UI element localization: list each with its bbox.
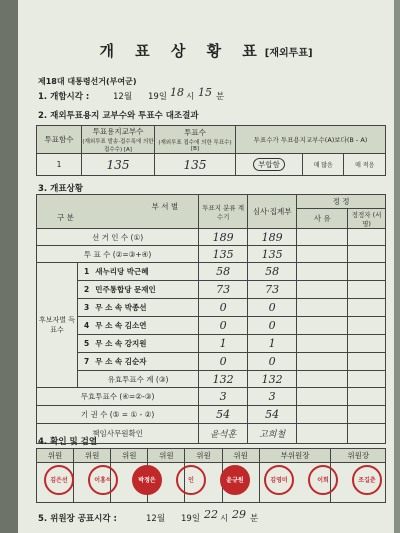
candidate-3-counter: 0: [199, 299, 248, 317]
candidate-group-label: 후보자별 득표수: [37, 263, 78, 388]
section-3-label: 3. 개표상황: [38, 184, 83, 194]
row-invalid-label: 무효투표수 (④=②-③): [37, 388, 199, 406]
seal-stamp-icon: 이희: [308, 465, 338, 495]
title-suffix: [재외투표]: [264, 48, 313, 59]
th-compare: 투표수가 투표용지교부수(A)보다(B - A): [236, 126, 386, 154]
signer-title: 위원장: [331, 449, 386, 463]
candidate-row: 1 새누리당 박근혜: [78, 263, 199, 281]
th-counter: 투표지 분류 계수기: [199, 195, 248, 229]
valid-check: 132: [248, 371, 297, 388]
signer-title: 위원: [222, 449, 259, 463]
candidate-2-check: 73: [248, 281, 297, 299]
section-5-label: 5. 위원장 공표시각 :: [38, 514, 117, 524]
more-cell: 매 많음: [302, 154, 343, 176]
announce-minute-unit: 분: [250, 514, 259, 524]
th-correction: 정 정: [297, 195, 386, 209]
signer-title: 위원: [37, 449, 74, 463]
confirm-signature-2: 고희철: [248, 424, 297, 444]
candidate-5-counter: 1: [199, 335, 248, 353]
match-cell: [236, 154, 303, 176]
invalid-counter: 3: [199, 388, 248, 406]
candidate-7-counter: 0: [199, 353, 248, 371]
section-4-label: 4. 확인 및 검열: [38, 437, 98, 447]
candidate-1-check: 58: [248, 263, 297, 281]
candidate-row: 4 무 소 속 김소연: [78, 317, 199, 335]
candidate-row: 5 무 소 속 강지원: [78, 335, 199, 353]
signer-title: 위원: [185, 449, 222, 463]
th-issued: 투표용지교부수 (재외투표 발송·접수록에 의한 접수수) [A]: [82, 127, 154, 153]
row-confirm-label: 책임사무원확인: [37, 424, 199, 444]
candidate-row: 7 무 소 속 김순자: [78, 353, 199, 371]
open-minute: 15: [198, 86, 212, 99]
background-shadow: [0, 0, 18, 533]
section-2-label: 2. 재외투표용지 교부수와 투표수 대조결과: [38, 111, 199, 121]
th-signer: 정정자 (서 명): [348, 209, 386, 229]
signer-title: 위원: [74, 449, 111, 463]
valid-counter: 132: [199, 371, 248, 388]
seal-stamp-icon: 인: [176, 465, 206, 495]
signer-title: 위원: [148, 449, 185, 463]
candidate-3-check: 0: [248, 299, 297, 317]
th-check: 심사·집계부: [248, 195, 297, 229]
invalid-check: 3: [248, 388, 297, 406]
seal-stamp-icon: 김은선: [44, 465, 74, 495]
open-day: 19일: [148, 92, 168, 102]
match-label: 부합함: [253, 158, 285, 171]
seal-stamp-icon: 김영미: [264, 465, 294, 495]
document-page: [18, 0, 394, 533]
row-valid-label: 유효투표수 계 (③): [78, 371, 199, 388]
abstain-check: 54: [248, 406, 297, 424]
seal-stamp-icon: 윤규원: [220, 465, 250, 495]
issued-value: 135: [82, 154, 155, 176]
announce-hour: 22: [204, 508, 218, 521]
row-votes-label: 투 표 수 (②=③+④): [37, 246, 199, 263]
votes-value: 135: [155, 154, 236, 176]
open-minute-unit: 분: [216, 92, 225, 102]
candidate-7-check: 0: [248, 353, 297, 371]
announce-hour-unit: 시: [220, 514, 229, 524]
announce-minute: 29: [232, 508, 246, 521]
less-cell: 매 적음: [344, 154, 386, 176]
th-section: 부 서 별 구 분: [37, 195, 199, 229]
candidate-5-check: 1: [248, 335, 297, 353]
announce-month: 12월: [146, 514, 166, 524]
th-votes: 투표수 (재외투표 접수에 의한 투표수) [B]: [155, 126, 236, 154]
title-text: 개 표 상 황 표: [99, 42, 265, 60]
count-status-table: [36, 194, 386, 444]
seal-stamp-icon: 조길춘: [352, 465, 382, 495]
votes-check: 135: [248, 246, 297, 263]
candidate-2-counter: 73: [199, 281, 248, 299]
document-title: [18, 40, 394, 61]
election-name: 제18대 대통령선거(부여군): [38, 77, 137, 86]
signer-title: 부위원장: [259, 449, 331, 463]
confirm-signature-1: 윤석훈: [199, 424, 248, 444]
candidate-4-check: 0: [248, 317, 297, 335]
boxes-value: 1: [37, 154, 82, 176]
votes-counter: 135: [199, 246, 248, 263]
open-month: 12월: [113, 92, 133, 102]
seal-stamp-icon: 박정은: [132, 465, 162, 495]
electors-counter: 189: [199, 229, 248, 246]
signer-title: 위원: [111, 449, 148, 463]
announce-day: 19일: [181, 514, 201, 524]
open-hour: 18: [170, 86, 184, 99]
candidate-row: 2 민주통합당 문재인: [78, 281, 199, 299]
candidate-row: 3 무 소 속 박종선: [78, 299, 199, 317]
candidate-4-counter: 0: [199, 317, 248, 335]
row-electors-label: 선 거 인 수 (①): [37, 229, 199, 246]
candidate-1-counter: 58: [199, 263, 248, 281]
open-hour-unit: 시: [186, 92, 195, 102]
th-reason: 사 유: [297, 209, 348, 229]
ballot-reconciliation-table: [36, 125, 386, 176]
abstain-counter: 54: [199, 406, 248, 424]
th-boxes: 투표함수: [37, 126, 82, 154]
section-1-label: 1. 개함시각 :: [38, 92, 90, 102]
seal-stamp-icon: 이홍석: [88, 465, 118, 495]
row-abstain-label: 기 권 수 (⑤ = ① - ②): [37, 406, 199, 424]
electors-check: 189: [248, 229, 297, 246]
